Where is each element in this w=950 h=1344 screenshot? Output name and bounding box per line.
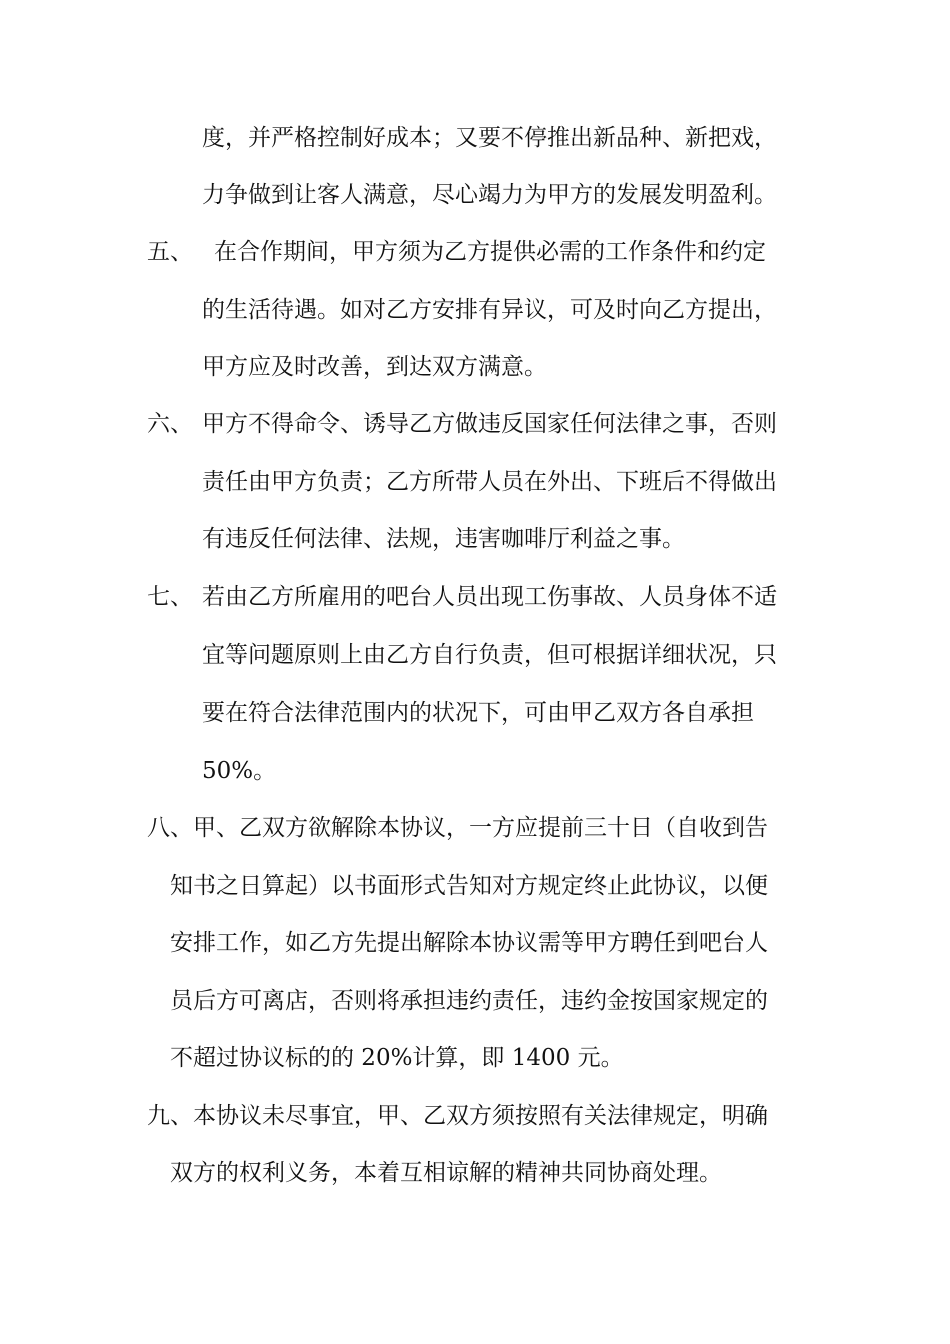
clause-9-line-1: 九、本协议未尽事宜，甲、乙双方须按照有关法律规定，明确 bbox=[147, 1103, 768, 1129]
clause-8-line-1: 八、甲、乙双方欲解除本协议，一方应提前三十日（自收到告 bbox=[147, 815, 768, 841]
clause-7-line-4: 50%。 bbox=[202, 758, 277, 784]
clause-8-line-2: 知书之日算起）以书面形式告知对方规定终止此协议，以便 bbox=[170, 873, 768, 899]
clause-6-line-3: 有违反任何法律、法规，违害咖啡厅利益之事。 bbox=[202, 526, 685, 552]
clause-8-line-5: 不超过协议标的的 20%计算，即 1400 元。 bbox=[170, 1045, 624, 1071]
clause-8-line-4: 员后方可离店，否则将承担违约责任，违约金按国家规定的 bbox=[170, 988, 768, 1014]
clause-5-number: 五、 bbox=[147, 239, 193, 265]
continuation-line-1: 度，并严格控制好成本；又要不停推出新品种、新把戏， bbox=[202, 125, 777, 151]
clause-9-line-2: 双方的权利义务，本着互相谅解的精神共同协商处理。 bbox=[170, 1160, 722, 1186]
clause-6-line-1: 甲方不得命令、诱导乙方做违反国家任何法律之事，否则 bbox=[202, 411, 777, 437]
clause-5-line-3: 甲方应及时改善，到达双方满意。 bbox=[202, 354, 547, 380]
clause-7-line-1: 若由乙方所雇用的吧台人员出现工伤事故、人员身体不适 bbox=[202, 584, 777, 610]
clause-7-line-2: 宜等问题原则上由乙方自行负责，但可根据详细状况，只 bbox=[202, 642, 777, 668]
clause-6-number: 六、 bbox=[147, 411, 193, 437]
clause-8-line-3: 安排工作，如乙方先提出解除本协议需等甲方聘任到吧台人 bbox=[170, 930, 768, 956]
clause-7-line-3: 要在符合法律范围内的状况下，可由甲乙双方各自承担 bbox=[202, 700, 754, 726]
clause-7-number: 七、 bbox=[147, 584, 193, 610]
clause-5-line-1: 在合作期间，甲方须为乙方提供必需的工作条件和约定 bbox=[214, 239, 766, 265]
clause-6-line-2: 责任由甲方负责；乙方所带人员在外出、下班后不得做出 bbox=[202, 469, 777, 495]
continuation-line-2: 力争做到让客人满意，尽心竭力为甲方的发展发明盈利。 bbox=[202, 182, 777, 208]
clause-5-line-2: 的生活待遇。如对乙方安排有异议，可及时向乙方提出， bbox=[202, 297, 777, 323]
